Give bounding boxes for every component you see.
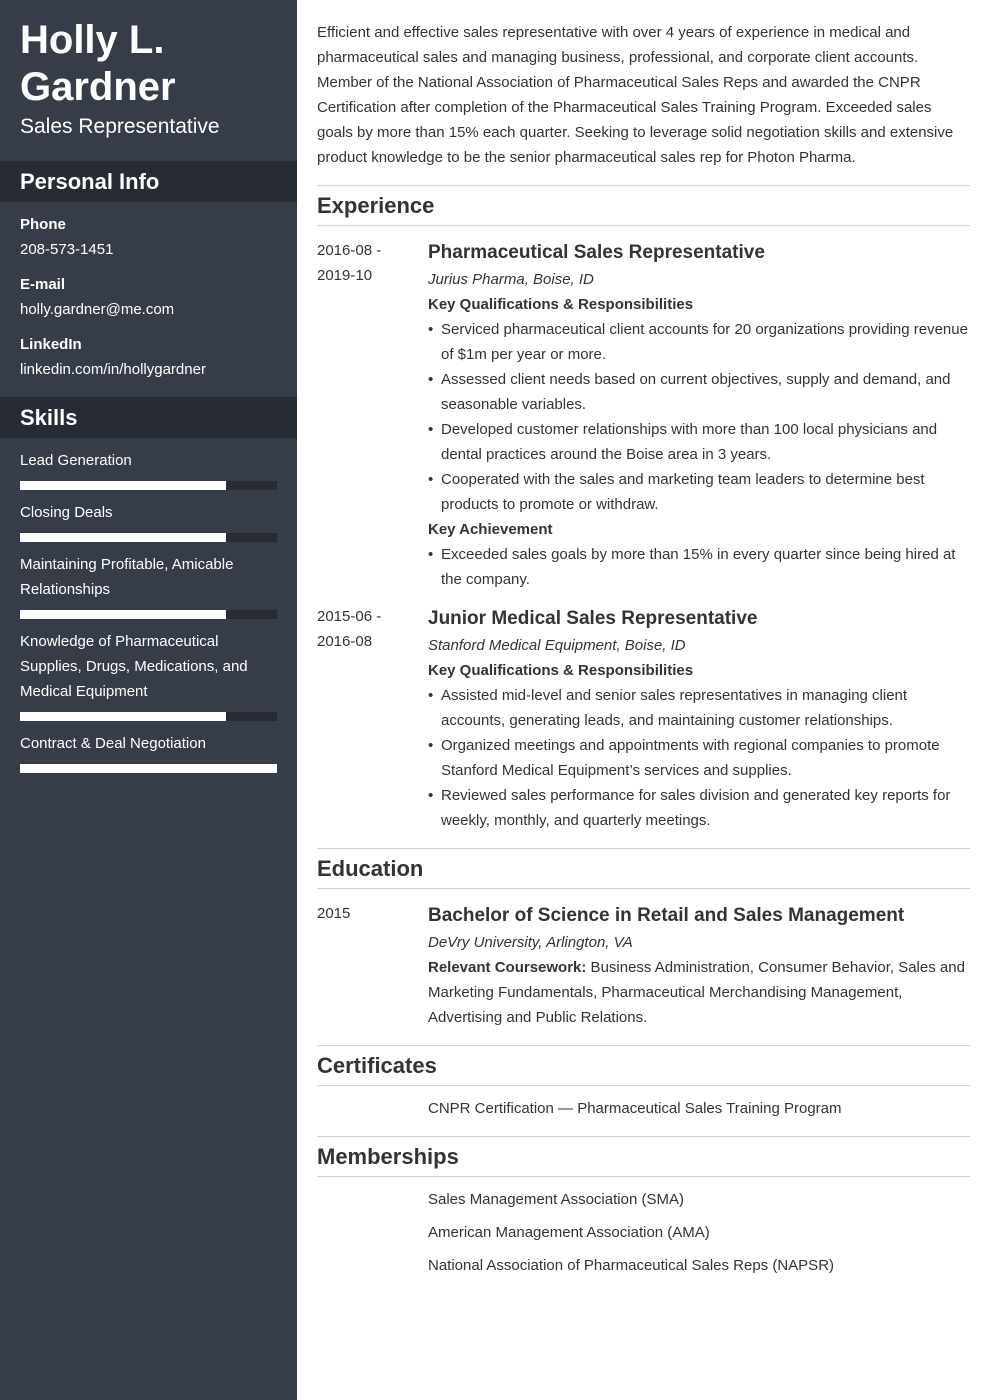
linkedin-label: LinkedIn xyxy=(20,336,82,353)
achievements-list xyxy=(428,542,970,592)
entry-body xyxy=(428,901,970,1030)
date-start: 2015-06 - xyxy=(317,608,382,625)
phone-value: 208-573-1451 xyxy=(20,241,114,258)
date-start: 2016-08 - xyxy=(317,242,382,259)
list-item: • Exceeded sales goals by more than 15% in every quarter since being hired at the company. xyxy=(428,542,970,592)
phone-info xyxy=(20,212,277,262)
coursework xyxy=(428,955,970,1030)
skill-name: Lead Generation xyxy=(20,452,132,469)
skill-name: Contract & Deal Negotiation xyxy=(20,735,206,752)
employer: Jurius Pharma, Boise, ID xyxy=(428,271,594,288)
certificates-list xyxy=(428,1096,970,1121)
skill-level-fill xyxy=(20,610,226,619)
experience-entry xyxy=(317,238,970,592)
membership-item: American Management Association (AMA) xyxy=(428,1224,710,1241)
employer: Stanford Medical Equipment, Boise, ID xyxy=(428,637,686,654)
skill-item xyxy=(20,731,277,773)
entry-date: 2015 xyxy=(317,905,351,922)
skill-item xyxy=(20,500,277,542)
linkedin-info xyxy=(20,332,277,382)
entry-date xyxy=(317,238,428,592)
sidebar xyxy=(0,0,297,1400)
skill-level-bar xyxy=(20,764,277,773)
entry-date xyxy=(317,604,428,833)
skill-level-bar xyxy=(20,712,277,721)
list-item: • Assisted mid-level and senior sales representatives in managing client accounts, generating leads, and maintaining customer relationships. xyxy=(428,683,970,733)
job-title: Junior Medical Sales Representative xyxy=(428,608,758,629)
certificate-item: CNPR Certification — Pharmaceutical Sales Training Program xyxy=(428,1100,842,1117)
list-item: • Developed customer relationships with more than 100 local physicians and dental practices around the Boise area in 3 years. xyxy=(428,417,970,467)
skill-item xyxy=(20,629,277,721)
skill-name: Knowledge of Pharmaceutical Supplies, Drugs, Medications, and Medical Equipment xyxy=(20,633,248,700)
list-item: • Serviced pharmaceutical client accounts for 20 organizations providing revenue of $1m per year or more. xyxy=(428,317,970,367)
skill-level-bar xyxy=(20,610,277,619)
memberships-list xyxy=(428,1187,970,1278)
responsibilities-list xyxy=(428,683,970,833)
skill-level-fill xyxy=(20,481,226,490)
skill-level-bar xyxy=(20,533,277,542)
education-entry xyxy=(317,901,970,1030)
responsibilities-list xyxy=(428,317,970,517)
responsibilities-heading: Key Qualifications & Responsibilities xyxy=(428,662,694,679)
skill-level-fill xyxy=(20,764,277,773)
skill-level-fill xyxy=(20,533,226,542)
list-item: • Assessed client needs based on current objectives, supply and demand, and seasonable variables. xyxy=(428,367,970,417)
skill-level-fill xyxy=(20,712,226,721)
skill-name: Closing Deals xyxy=(20,504,113,521)
email-label: E-mail xyxy=(20,276,66,293)
profile-summary: Efficient and effective sales representative with over 4 years of experience in medical and pharmaceutical sales and managing business, professional, and corporate client accounts. Member of the National Association of Pharmaceutical Sales Reps and awarded the CNPR Certification after completion of the Pharmaceutical Sales Training Program. Exceeded sales goals by more than 15% each quarter. Seeking to leverage solid negotiation skills and extensive product knowledge to be the senior pharmaceutical sales rep for Photon Pharma. xyxy=(317,24,954,166)
entry-body xyxy=(428,238,970,592)
responsibilities-heading: Key Qualifications & Responsibilities xyxy=(428,296,694,313)
achievement-heading: Key Achievement xyxy=(428,521,553,538)
name-line-1: Holly L. xyxy=(20,18,165,62)
list-item: • Organized meetings and appointments with regional companies to promote Stanford Medical Equipment’s services and supplies. xyxy=(428,733,970,783)
memberships-heading: Memberships xyxy=(317,1136,970,1177)
job-title: Sales Representative xyxy=(20,115,220,138)
email-info xyxy=(20,272,277,322)
skill-item xyxy=(20,448,277,490)
date-end: 2016-08 xyxy=(317,633,373,650)
education-heading: Education xyxy=(317,848,970,889)
list-item: • Cooperated with the sales and marketing team leaders to determine best products to promote or withdraw. xyxy=(428,467,970,517)
job-title: Pharmaceutical Sales Representative xyxy=(428,242,765,263)
candidate-name xyxy=(0,0,297,111)
skill-name: Maintaining Profitable, Amicable Relationships xyxy=(20,556,234,598)
list-item: • Reviewed sales performance for sales division and generated key reports for weekly, monthly, and quarterly meetings. xyxy=(428,783,970,833)
skills-list xyxy=(0,448,297,773)
membership-item: National Association of Pharmaceutical Sales Reps (NAPSR) xyxy=(428,1257,835,1274)
certificates-heading: Certificates xyxy=(317,1045,970,1086)
date-end: 2019-10 xyxy=(317,267,373,284)
coursework-text: Business Administration, Consumer Behavior, Sales and Marketing Fundamentals, Pharmaceutical Merchandising Management, Advertising and Public Relations. xyxy=(428,959,965,1026)
degree: Bachelor of Science in Retail and Sales Management xyxy=(428,905,905,926)
personal-info xyxy=(0,212,297,382)
experience-heading: Experience xyxy=(317,185,970,226)
personal-info-heading: Personal Info xyxy=(0,161,297,202)
coursework-label: Relevant Coursework: xyxy=(428,959,587,976)
email-value: holly.gardner@me.com xyxy=(20,301,175,318)
linkedin-value: linkedin.com/in/hollygardner xyxy=(20,361,206,378)
main-content xyxy=(297,0,990,1400)
name-line-2: Gardner xyxy=(20,65,176,109)
experience-entry xyxy=(317,604,970,833)
skill-item xyxy=(20,552,277,619)
phone-label: Phone xyxy=(20,216,66,233)
membership-item: Sales Management Association (SMA) xyxy=(428,1191,684,1208)
skill-level-bar xyxy=(20,481,277,490)
entry-body xyxy=(428,604,970,833)
school: DeVry University, Arlington, VA xyxy=(428,934,633,951)
skills-heading: Skills xyxy=(0,397,297,438)
